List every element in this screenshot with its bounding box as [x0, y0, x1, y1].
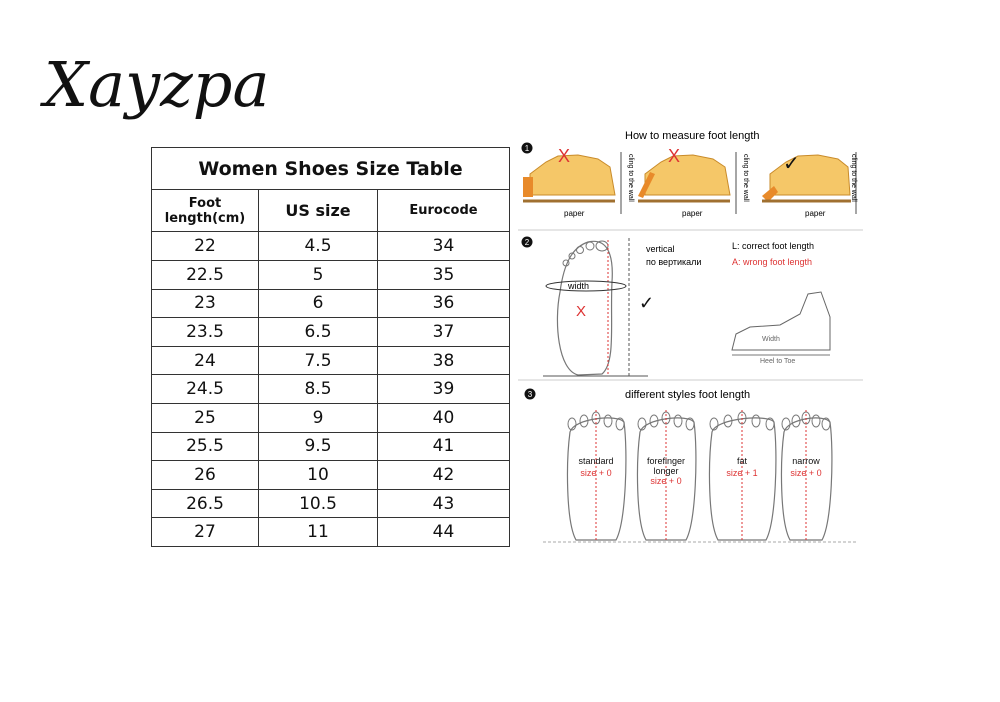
table-row: [152, 346, 510, 375]
wrong-legend: A: wrong foot length: [732, 257, 813, 267]
cross-mark-1: X: [558, 146, 571, 166]
foot-side-outline: [732, 292, 830, 350]
eurocode-cell: 41: [378, 432, 510, 461]
foot-outline: [710, 418, 776, 540]
foot-styles-group: [568, 410, 832, 542]
foot-outline: [782, 418, 832, 540]
size-table-header-row: [152, 190, 510, 232]
eurocode-cell: 43: [378, 489, 510, 518]
foot-length-cell: 22.5: [152, 261, 259, 290]
foot-length-cell: 24.5: [152, 375, 259, 404]
us-size-cell: 6.5: [259, 318, 378, 347]
table-row: [152, 261, 510, 290]
eurocode-cell: 44: [378, 518, 510, 547]
table-row: [152, 518, 510, 547]
side-width-label: Width: [762, 336, 780, 343]
us-size-cell: 10.5: [259, 489, 378, 518]
foot-style-4: [782, 410, 832, 542]
toe-outline: [674, 415, 682, 427]
wall-label-2: cling to the wall: [742, 154, 749, 202]
style-size: size + 0: [790, 468, 822, 478]
foot-side-icon: [530, 155, 615, 195]
us-size-cell: 9.5: [259, 432, 378, 461]
wall-label-3: cling to the wall: [850, 154, 857, 202]
step1-panel-3: [762, 152, 857, 218]
size-table: [151, 147, 510, 547]
correct-legend: L: correct foot length: [732, 241, 815, 251]
us-size-cell: 8.5: [259, 375, 378, 404]
us-size-cell: 5: [259, 261, 378, 290]
us-size-cell: 11: [259, 518, 378, 547]
table-row: [152, 375, 510, 404]
foot-length-cell: 23: [152, 289, 259, 318]
eurocode-cell: 40: [378, 403, 510, 432]
toe-outline: [604, 415, 612, 427]
toe-outline: [812, 415, 820, 427]
paper-label-2: paper: [682, 209, 703, 218]
heel-to-toe-label: Heel to Toe: [760, 358, 796, 365]
wrong-x-mark: X: [576, 303, 587, 320]
vertical-label-ru: по вертикали: [646, 257, 702, 267]
vertical-label: vertical: [646, 244, 675, 254]
size-table-title: Women Shoes Size Table: [152, 148, 510, 190]
toe-outline: [752, 415, 760, 427]
width-label: width: [568, 281, 590, 291]
header-foot-length: Foot length(cm): [152, 190, 259, 232]
table-row: [152, 489, 510, 518]
brand-logo-text: Xayzpa: [44, 48, 270, 121]
us-size-cell: 4.5: [259, 232, 378, 261]
us-size-cell: 9: [259, 403, 378, 432]
step1-number: 1: [524, 144, 530, 153]
foot-length-cell: 24: [152, 346, 259, 375]
table-row: [152, 403, 510, 432]
foot-outline: [568, 418, 626, 540]
step1-panel-1: [523, 146, 634, 218]
foot-side-icon: [770, 155, 850, 195]
cross-mark-2: X: [668, 146, 681, 166]
foot-style-1: [568, 410, 626, 542]
measure-guide-diagram: [518, 122, 863, 547]
foot-length-cell: 27: [152, 518, 259, 547]
style-name: standard: [578, 456, 614, 466]
wall-label-1: cling to the wall: [627, 154, 634, 202]
eurocode-cell: 34: [378, 232, 510, 261]
foot-length-cell: 22: [152, 232, 259, 261]
us-size-cell: 7.5: [259, 346, 378, 375]
table-row: [152, 289, 510, 318]
us-size-cell: 6: [259, 289, 378, 318]
table-row: [152, 232, 510, 261]
step3-number: 3: [527, 390, 533, 399]
style-size: size + 1: [726, 468, 758, 478]
vertical-check-mark: ✓: [639, 293, 655, 313]
style-size: size + 0: [650, 476, 682, 486]
foot-length-cell: 25.5: [152, 432, 259, 461]
style-name: fat: [736, 456, 748, 466]
paper-label-1: paper: [564, 209, 585, 218]
table-row: [152, 432, 510, 461]
style-name: narrow: [792, 456, 820, 466]
foot-length-cell: 23.5: [152, 318, 259, 347]
guide-title: How to measure foot length: [625, 130, 760, 142]
style-name-line2: longer: [653, 466, 679, 476]
foot-length-cell: 26: [152, 461, 259, 490]
style-name: forefinger: [646, 456, 686, 466]
step1-panel-2: [638, 146, 749, 218]
eurocode-cell: 35: [378, 261, 510, 290]
foot-style-2: [638, 410, 696, 542]
brand-logo: [40, 18, 270, 128]
eurocode-cell: 42: [378, 461, 510, 490]
foot-length-cell: 25: [152, 403, 259, 432]
eurocode-cell: 38: [378, 346, 510, 375]
eurocode-cell: 39: [378, 375, 510, 404]
table-row: [152, 318, 510, 347]
check-mark: ✓: [783, 153, 800, 175]
us-size-cell: 10: [259, 461, 378, 490]
foot-side-icon: [645, 155, 730, 195]
paper-label-3: paper: [805, 209, 826, 218]
header-eurocode: Eurocode: [378, 190, 510, 232]
header-us-size: US size: [259, 190, 378, 232]
styles-title: different styles foot length: [625, 389, 751, 401]
table-row: [152, 461, 510, 490]
step2-number: 2: [524, 238, 530, 247]
eurocode-cell: 36: [378, 289, 510, 318]
eurocode-cell: 37: [378, 318, 510, 347]
foot-length-cell: 26.5: [152, 489, 259, 518]
foot-style-3: [710, 410, 776, 542]
style-size: size + 0: [580, 468, 612, 478]
size-table-body: [152, 232, 510, 547]
shoe-heel-icon: [523, 177, 533, 197]
